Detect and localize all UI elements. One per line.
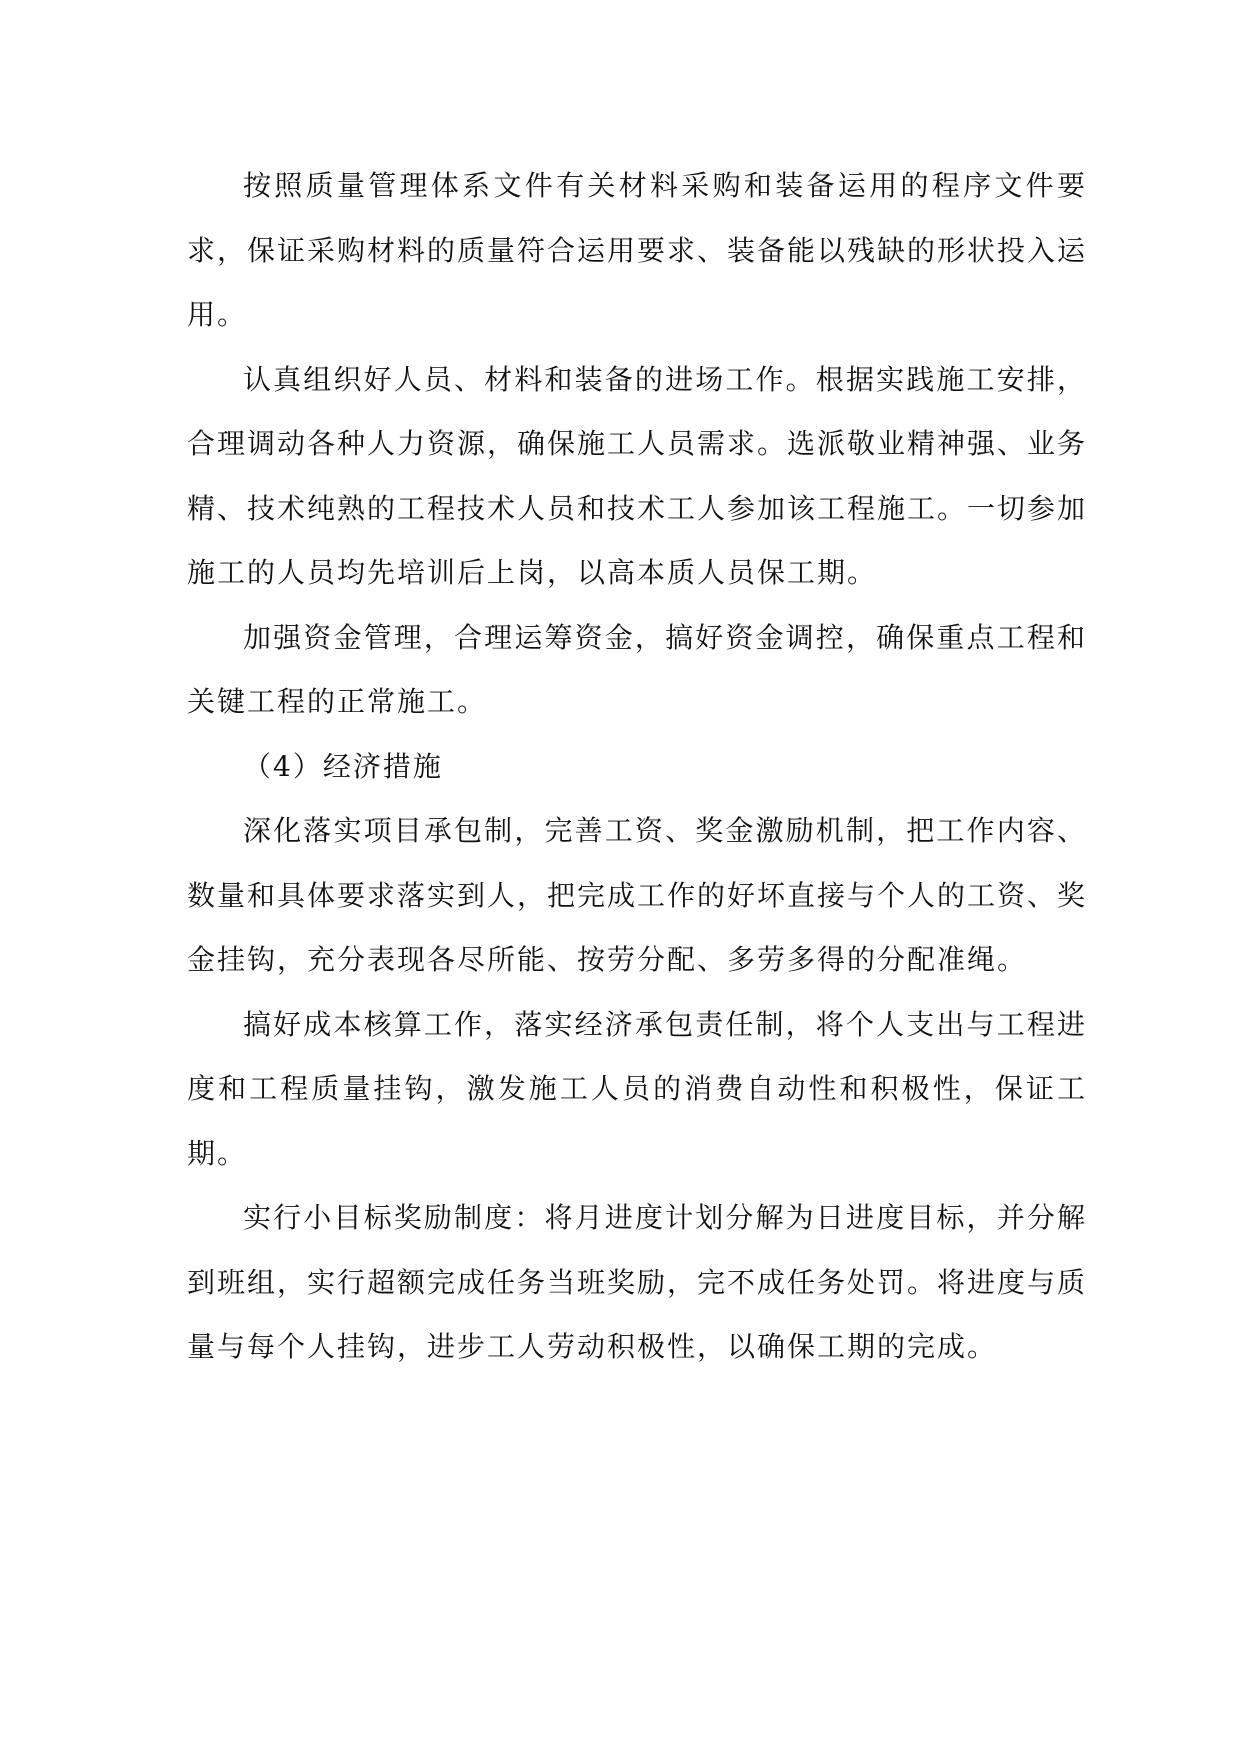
section-heading-economic-measures: （4）经济措施	[243, 749, 443, 783]
paragraph-personnel-organization: 认真组织好人员、材料和装备的进场工作。根据实践施工安排，合理调动各种人力资源，确保施工人员需求。选派敬业精神强、业务精、技术纯熟的工程技术人员和技术工人参加该工程施工。一切参加施工的人员均先培训后上岗，以高本质人员保工期。	[187, 362, 1088, 589]
paragraph-contract-system: 深化落实项目承包制，完善工资、奖金激励机制，把工作内容、数量和具体要求落实到人，把完成工作的好坏直接与个人的工资、奖金挂钩，充分表现各尽所能、按劳分配、多劳多得的分配准绳。	[187, 814, 1088, 976]
paragraph-funds-management: 加强资金管理，合理运筹资金，搞好资金调控，确保重点工程和关键工程的正常施工。	[187, 620, 1087, 718]
paragraph-materials-equipment: 按照质量管理体系文件有关材料采购和装备运用的程序文件要求，保证采购材料的质量符合运用要求、装备能以残缺的形状投入运用。	[187, 169, 1088, 331]
document-body	[187, 154, 1087, 1380]
paragraph-reward-system: 实行小目标奖励制度：将月进度计划分解为日进度目标，并分解到班组，实行超额完成任务当班奖励，完不成任务处罚。将进度与质量与每个人挂钩，进步工人劳动积极性，以确保工期的完成。	[187, 1201, 1088, 1363]
paragraph-cost-accounting: 搞好成本核算工作，落实经济承包责任制，将个人支出与工程进度和工程质量挂钩，激发施工人员的消费自动性和积极性，保证工期。	[187, 1007, 1087, 1170]
